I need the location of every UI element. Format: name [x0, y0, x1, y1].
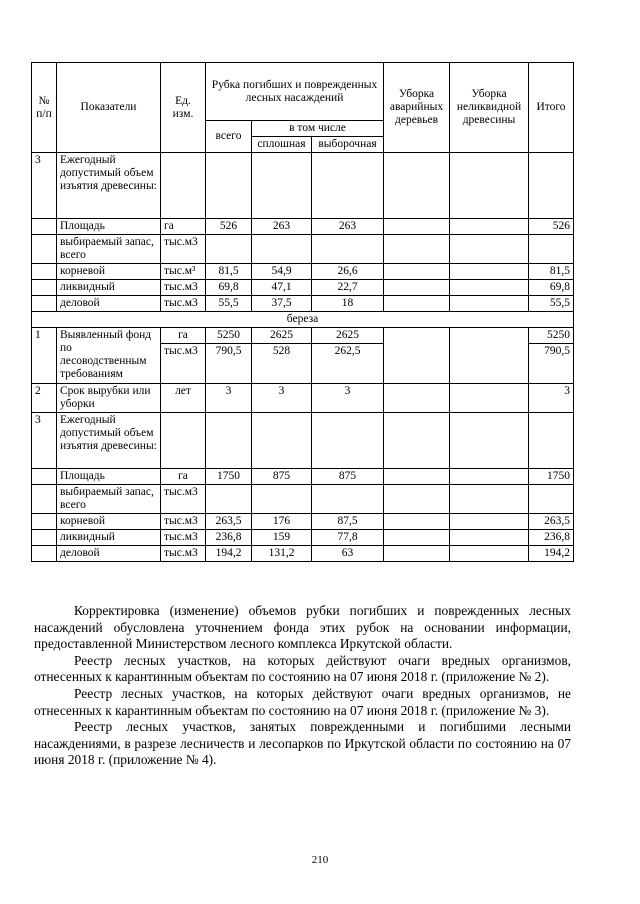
cell-clear: 159: [252, 530, 312, 546]
cell-clear: 131,2: [252, 546, 312, 562]
table-row: [32, 264, 574, 280]
row-num: 2: [32, 384, 57, 413]
paragraph: Реестр лесных участков, на которых действуют очаги вредных организмов, не отнесенных к карантинным объектам по состоянию на 07 июня 2018 г. (приложение № 3).: [34, 685, 571, 718]
section-title: береза: [32, 312, 574, 328]
row-unit: тыс.м3: [161, 280, 206, 296]
cell-clear: 37,5: [252, 296, 312, 312]
row-unit: тыс.м3: [161, 485, 206, 514]
table-row: [32, 235, 574, 264]
row-label: Площадь: [57, 219, 161, 235]
cell-clear: 54,9: [252, 264, 312, 280]
cell-sum: 55,5: [529, 296, 574, 312]
table-row: [32, 469, 574, 485]
cell-sum: 236,8: [529, 530, 574, 546]
cell-selective: 875: [312, 469, 384, 485]
header-selective: выборочная: [312, 137, 384, 153]
paragraph: Реестр лесных участков, на которых действуют очаги вредных организмов, отнесенных к карантинным объектам по состоянию на 07 июня 2018 г. (приложение № 2).: [34, 652, 571, 685]
row-label: Ежегодный допустимый объем изъятия древесины:: [57, 413, 161, 469]
row-unit: га: [161, 328, 206, 344]
cell-total: 526: [206, 219, 252, 235]
table-row: [32, 153, 574, 219]
cell-clear: 3: [252, 384, 312, 413]
cell-selective: 263: [312, 219, 384, 235]
table-row: [32, 296, 574, 312]
cell-sum: 194,2: [529, 546, 574, 562]
row-label: Ежегодный допустимый объем изъятия древесины:: [57, 153, 161, 219]
cell-sum: 1750: [529, 469, 574, 485]
cell-total: 263,5: [206, 514, 252, 530]
cell-total: 3: [206, 384, 252, 413]
cell-selective: 87,5: [312, 514, 384, 530]
row-unit: тыс.м3: [161, 235, 206, 264]
section-row: [32, 312, 574, 328]
cell-total: 194,2: [206, 546, 252, 562]
cell-selective: 77,8: [312, 530, 384, 546]
header-emergency: Уборка аварийных деревьев: [384, 63, 450, 153]
row-label: Площадь: [57, 469, 161, 485]
cell-total: 5250: [206, 328, 252, 344]
row-label: ликвидный: [57, 280, 161, 296]
header-unit: Ед. изм.: [161, 63, 206, 153]
row-label: ликвидный: [57, 530, 161, 546]
forest-table: [31, 62, 574, 562]
row-label: деловой: [57, 546, 161, 562]
row-unit: тыс.м3: [161, 546, 206, 562]
header-clear: сплошная: [252, 137, 312, 153]
row-unit: лет: [161, 384, 206, 413]
row-num: 3: [32, 153, 57, 219]
table-row: [32, 328, 574, 344]
cell-selective: 18: [312, 296, 384, 312]
cell-total: 236,8: [206, 530, 252, 546]
cell-total: 55,5: [206, 296, 252, 312]
header-sum: Итого: [529, 63, 574, 153]
header-felling: Рубка погибших и поврежденных лесных насаждений: [206, 63, 384, 121]
cell-selective: 262,5: [312, 344, 384, 384]
cell-selective: 22,7: [312, 280, 384, 296]
cell-total: 1750: [206, 469, 252, 485]
cell-sum: 790,5: [529, 344, 574, 384]
cell-total: 69,8: [206, 280, 252, 296]
cell-sum: 3: [529, 384, 574, 413]
row-unit: тыс.м3: [161, 514, 206, 530]
row-label: Срок вырубки или уборки: [57, 384, 161, 413]
cell-selective: 2625: [312, 328, 384, 344]
header-indicators: Показатели: [57, 63, 161, 153]
row-unit: га: [161, 219, 206, 235]
paragraph: Реестр лесных участков, занятых поврежденными и погибшими лесными насаждениями, в разрезе лесничеств и лесопарков по Иркутской области по состоянию на 07 июня 2018 г. (приложение № 4).: [34, 719, 571, 768]
row-label: деловой: [57, 296, 161, 312]
cell-clear: 47,1: [252, 280, 312, 296]
cell-total: 790,5: [206, 344, 252, 384]
cell-clear: 263: [252, 219, 312, 235]
table-row: [32, 546, 574, 562]
row-unit: га: [161, 469, 206, 485]
cell-sum: 5250: [529, 328, 574, 344]
table-row: [32, 514, 574, 530]
row-unit: тыс.м3: [161, 530, 206, 546]
header-incl: в том числе: [252, 121, 384, 137]
table-row: [32, 384, 574, 413]
row-label: выбираемый запас, всего: [57, 235, 161, 264]
row-num: 3: [32, 413, 57, 469]
cell-selective: 63: [312, 546, 384, 562]
row-label: корневой: [57, 514, 161, 530]
row-unit: тыс.м³: [161, 264, 206, 280]
cell-total: 81,5: [206, 264, 252, 280]
row-label: выбираемый запас, всего: [57, 485, 161, 514]
paragraph: Корректировка (изменение) объемов рубки погибших и поврежденных лесных насаждений обусловлена уточнением фонда этих рубок на основании информации, предоставленной Министерством лесного комплекса Иркутской области.: [34, 603, 571, 652]
cell-clear: 176: [252, 514, 312, 530]
row-num: 1: [32, 328, 57, 384]
cell-sum: 263,5: [529, 514, 574, 530]
table-row: [32, 485, 574, 514]
cell-sum: 526: [529, 219, 574, 235]
table-row: [32, 530, 574, 546]
cell-selective: 3: [312, 384, 384, 413]
row-label: корневой: [57, 264, 161, 280]
cell-selective: 26,6: [312, 264, 384, 280]
cell-sum: 69,8: [529, 280, 574, 296]
table-row: [32, 219, 574, 235]
row-unit: тыс.м3: [161, 296, 206, 312]
body-text: [34, 603, 571, 769]
header-illiquid: Уборка неликвидной древесины: [450, 63, 529, 153]
header-num: № п/п: [32, 63, 57, 153]
row-label: Выявленный фонд по лесоводственным требованиям: [57, 328, 161, 384]
cell-clear: 2625: [252, 328, 312, 344]
table-row: [32, 413, 574, 469]
row-unit: тыс.м3: [161, 344, 206, 384]
page-number: 210: [311, 854, 329, 866]
cell-clear: 875: [252, 469, 312, 485]
cell-clear: 528: [252, 344, 312, 384]
table-row: [32, 280, 574, 296]
header-total: всего: [206, 121, 252, 153]
cell-sum: 81,5: [529, 264, 574, 280]
